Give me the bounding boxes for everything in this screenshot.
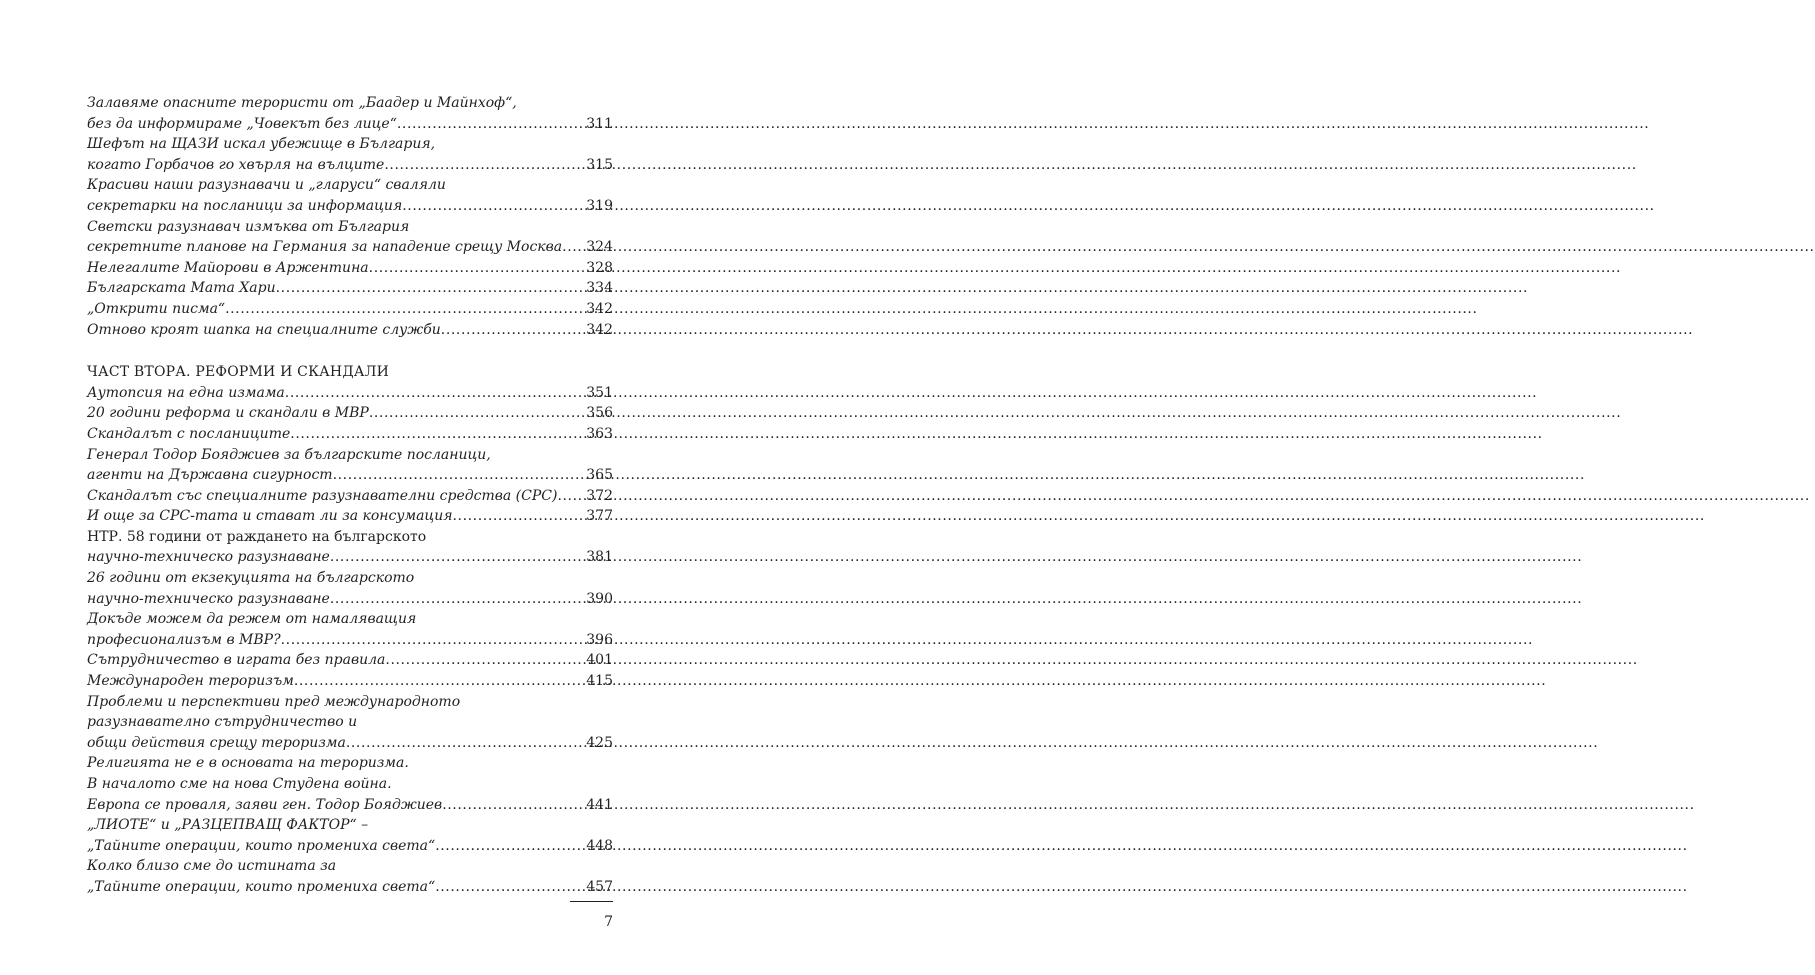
leader-dots xyxy=(333,465,586,486)
toc-entry-text: Проблеми и перспективи пред международното xyxy=(87,693,461,710)
toc-entry-text: Отново кроят шапка на специалните служби xyxy=(87,321,441,338)
toc-entry-text: В началото сме на нова Студена война. xyxy=(87,776,392,792)
toc-entry-text: Скандалът с посланиците xyxy=(87,425,291,442)
toc-entry-text: 26 години от екзекуцията на българското xyxy=(87,570,415,587)
toc-entry-text: Светски разузнавач измъква от България xyxy=(87,218,410,235)
toc-page-number: 334 xyxy=(586,280,613,297)
leader-dots xyxy=(281,630,586,651)
toc-entry[interactable] xyxy=(87,650,613,671)
leader-dots xyxy=(442,795,585,816)
toc-entry[interactable] xyxy=(87,299,613,320)
toc-entry[interactable] xyxy=(87,486,613,507)
leader-dots xyxy=(294,671,585,692)
leader-dots xyxy=(285,383,585,404)
toc-entry-text: Залавяме опасните терористи от „Баадер и Майнхоф“, xyxy=(87,95,517,111)
toc-entry-text: „Открити писма“ xyxy=(87,300,226,317)
toc-page-number: 381 xyxy=(586,549,613,566)
page-number: 7 xyxy=(604,914,613,930)
toc-entry[interactable] xyxy=(87,134,613,175)
toc-entry[interactable] xyxy=(87,383,613,404)
toc-entry[interactable] xyxy=(87,175,613,216)
toc-page-number: 401 xyxy=(586,652,613,669)
toc-page-number: 390 xyxy=(586,590,613,607)
leader-dots xyxy=(225,299,585,320)
toc-entry-text: секретарки на посланици за информация xyxy=(87,197,403,214)
toc-entry-text: без да информираме „Човекът без лице“ xyxy=(87,115,397,132)
toc-entry[interactable] xyxy=(87,692,613,754)
leader-dots xyxy=(397,114,585,135)
toc-page-number: 356 xyxy=(586,405,613,422)
toc-entry-text: И още за СРС-тата и стават ли за консумация xyxy=(87,508,453,525)
toc-entry-text: Аутопсия на една измама xyxy=(87,384,285,401)
leader-dots xyxy=(384,155,585,176)
leader-dots xyxy=(346,733,585,754)
toc-page-number: 457 xyxy=(586,878,613,895)
toc-entry[interactable] xyxy=(87,671,613,692)
toc-entry-text: Нелегалите Майорови в Аржентина xyxy=(87,259,369,276)
leader-dots xyxy=(452,506,585,527)
toc-page-number: 311 xyxy=(586,115,613,132)
toc-page-number: 448 xyxy=(586,837,613,854)
leader-dots xyxy=(369,258,586,279)
toc-entry-text: Европа се проваля, заяви ген. Тодор Бояджиев xyxy=(87,796,443,813)
toc-entry[interactable] xyxy=(87,445,613,486)
toc-entry-text: Красиви наши разузнавачи и „гларуси“ сваляли xyxy=(87,177,446,194)
table-of-contents xyxy=(87,93,613,898)
toc-page-number: 425 xyxy=(586,734,613,751)
toc-entry-text: Сътрудничество в играта без правила xyxy=(87,652,386,669)
toc-entry[interactable] xyxy=(87,278,613,299)
toc-entry[interactable] xyxy=(87,753,613,815)
leader-dots xyxy=(290,424,585,445)
toc-entry-text: Международен тероризъм xyxy=(87,673,294,690)
toc-page-number: 415 xyxy=(586,673,613,690)
toc-entry-text: научно-техническо разузнаване xyxy=(87,549,330,566)
toc-page-number: 396 xyxy=(586,631,613,648)
toc-entry-text: Скандалът със специалните разузнавателни средства (СРС) xyxy=(87,487,558,504)
toc-page-number: 441 xyxy=(586,796,613,813)
toc-entry-text: Колко близо сме до истината за xyxy=(87,858,337,875)
toc-entry-text: секретните планове на Германия за нападение срещу Москва xyxy=(87,239,563,256)
toc-entry[interactable] xyxy=(87,217,613,258)
toc-entry[interactable] xyxy=(87,320,613,341)
toc-page-number: 319 xyxy=(586,197,613,214)
toc-entry-text: „Тайните операции, които промениха света“ xyxy=(87,878,436,895)
toc-entry[interactable] xyxy=(87,815,613,856)
toc-page-number: 342 xyxy=(586,300,613,317)
toc-entry[interactable] xyxy=(87,506,613,527)
leader-dots xyxy=(435,836,585,857)
toc-page-number: 351 xyxy=(586,384,613,401)
leader-dots xyxy=(369,403,585,424)
toc-entry[interactable] xyxy=(87,856,613,897)
footer-rule xyxy=(570,901,613,902)
toc-entry-text: Българската Мата Хари xyxy=(87,280,276,297)
toc-entry[interactable] xyxy=(87,609,613,650)
toc-page-number: 377 xyxy=(586,508,613,525)
toc-entry[interactable] xyxy=(87,527,613,568)
toc-entry-text: Религията не е в основата на тероризма. xyxy=(87,755,409,772)
toc-entry-text: Генерал Тодор Бояджиев за българските посланици, xyxy=(87,446,491,463)
leader-dots xyxy=(385,650,585,671)
toc-entry-text: Докъде можем да режем от намаляващия xyxy=(87,611,417,628)
toc-entry-text: 20 години реформа и скандали в МВР xyxy=(87,405,369,422)
toc-entry-text: общи действия срещу тероризма xyxy=(87,734,346,751)
toc-page-number: 315 xyxy=(586,156,613,173)
toc-entry[interactable] xyxy=(87,93,613,134)
toc-page-number: 372 xyxy=(586,487,613,504)
toc-entry-text: „Тайните операции, които промениха света“ xyxy=(87,837,436,854)
section-heading: ЧАСТ ВТОРА. РЕФОРМИ И СКАНДАЛИ xyxy=(87,364,389,381)
leader-dots xyxy=(402,196,585,217)
toc-entry-text: агенти на Държавна сигурност xyxy=(87,467,333,484)
leader-dots xyxy=(557,486,585,507)
toc-page-number: 342 xyxy=(586,321,613,338)
toc-page-number: 328 xyxy=(586,259,613,276)
leader-dots xyxy=(276,278,586,299)
toc-entry-text: когато Горбачов го хвърля на вълците xyxy=(87,156,385,173)
toc-page-number: 324 xyxy=(586,239,613,256)
toc-page-number: 363 xyxy=(586,425,613,442)
toc-entry-text: разузнавателно сътрудничество и xyxy=(87,714,358,731)
toc-entry-text: Шефът на ЩАЗИ искал убежище в България, xyxy=(87,136,436,153)
toc-entry[interactable] xyxy=(87,403,613,424)
leader-dots xyxy=(441,320,585,341)
toc-entry-text: „ЛИОТЕ“ и „РАЗЦЕПВАЩ ФАКТОР“ – xyxy=(87,817,369,834)
toc-entry-text: професионализъм в МВР? xyxy=(87,631,281,648)
toc-entry[interactable] xyxy=(87,258,613,279)
toc-entry-text: научно-техническо разузнаване xyxy=(87,590,330,607)
leader-dots xyxy=(330,589,585,610)
toc-entry[interactable] xyxy=(87,424,613,445)
leader-dots xyxy=(330,547,585,568)
toc-entry[interactable] xyxy=(87,568,613,609)
toc-page-number: 365 xyxy=(586,467,613,484)
toc-entry-text: НТР. 58 години от раждането на българското xyxy=(87,528,427,545)
leader-dots xyxy=(435,877,585,898)
leader-dots xyxy=(562,237,585,258)
